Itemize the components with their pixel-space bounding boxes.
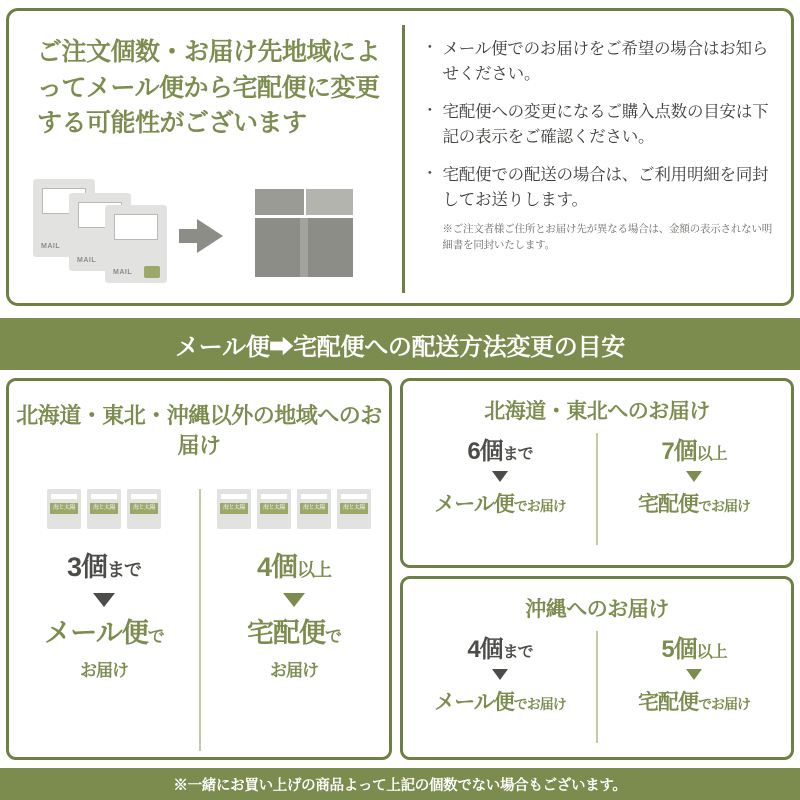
delivery-method-particle: でお届け [513, 498, 566, 514]
panel-title: 北海道・東北・沖縄以外の地域へのお届け [16, 403, 382, 458]
fine-print-note: ※ご注文者様ご住所とお届け先が異なる場合は、金額の表示されない明細書を同封いたします。 [442, 223, 773, 252]
mail-pouch-icon [257, 489, 291, 529]
quantity-value: 3個 [66, 552, 108, 582]
footer-note-bar [0, 768, 800, 800]
pouch-brand-text: MAIL [113, 269, 133, 276]
quantity-suffix: 以上 [696, 644, 727, 661]
quantity-threshold [597, 431, 791, 466]
bullet-dot-icon: ・ [422, 165, 438, 183]
delivery-method-result [597, 686, 791, 716]
top-notice-left [9, 11, 400, 303]
delivery-method-particle: で [325, 627, 341, 646]
list-item [422, 37, 775, 87]
quantity-value: 4個 [467, 636, 503, 663]
delivery-method-name: 宅配便 [638, 691, 698, 714]
list-item [422, 163, 775, 213]
quantity-value: 4個 [256, 552, 298, 582]
top-notice-right [400, 11, 791, 303]
quantity-suffix: 以上 [696, 446, 727, 463]
down-arrow-icon [686, 669, 702, 680]
panel-title: 北海道・東北へのお届け [484, 400, 710, 423]
pouch-brand-text: 海と太陽 [340, 503, 368, 514]
pouch-label-area [131, 494, 157, 499]
right-arrow-icon [197, 219, 223, 253]
pouch-label-area [51, 494, 77, 499]
panel-columns [403, 431, 791, 551]
delivery-method-particle: でお届け [698, 696, 750, 712]
delivery-method-name: メール便 [434, 691, 514, 714]
quantity-threshold [597, 629, 791, 664]
pouch-stamp-icon [144, 266, 160, 278]
bullet-dot-icon: ・ [422, 102, 438, 120]
banner-title: メール便➡宅配便への配送方法変更の目安 [175, 333, 625, 361]
mail-pouch-icon [47, 489, 81, 529]
column-mail-delivery [403, 431, 597, 551]
footer-note-text: ※一緒にお買い上げの商品よって上記の個数でない場合もございます。 [173, 777, 627, 794]
pouch-label-area [91, 494, 117, 499]
pouch-brand-text: 海と太陽 [220, 503, 248, 514]
down-arrow-icon [492, 669, 508, 680]
column-divider [596, 631, 598, 743]
pouch-label-area [261, 494, 287, 499]
pouch-group [199, 489, 389, 529]
delivery-method-result [403, 488, 597, 518]
pouch-brand-text: MAIL [77, 257, 97, 264]
region-panel-other-areas [6, 378, 392, 760]
region-panel-hokkaido-tohoku [400, 378, 794, 568]
delivery-method-result [597, 488, 791, 518]
bullet-text: 宅配便への変更になるご購入点数の目安は下記の表示をご確認ください。 [442, 103, 769, 147]
delivery-method-particle: で [147, 627, 164, 646]
quantity-suffix: まで [502, 644, 533, 661]
mail-to-parcel-illustration [27, 171, 387, 291]
top-headline: ご注文個数・お届け先地域によってメール便から宅配便に変更する可能性がございます [37, 38, 381, 137]
down-arrow-icon [492, 471, 508, 482]
column-parcel-delivery [597, 629, 791, 749]
quantity-threshold [9, 545, 199, 584]
pouch-brand-text: 海と太陽 [300, 503, 328, 514]
pouch-label-area [221, 494, 247, 499]
delivery-method-name: 宅配便 [247, 618, 325, 648]
quantity-value: 7個 [661, 438, 697, 465]
delivery-method-result [199, 617, 389, 685]
panel-columns [403, 629, 791, 749]
vertical-divider [402, 25, 405, 293]
pouch-brand-text: 海と太陽 [260, 503, 288, 514]
column-mail-delivery [403, 629, 597, 749]
delivery-method-particle: でお届け [513, 696, 566, 712]
delivery-method-line2: お届け [270, 660, 318, 680]
quantity-threshold [199, 545, 389, 584]
quantity-threshold [403, 431, 597, 466]
mail-pouch-icon [105, 205, 167, 283]
bullet-text: メール便でのお届けをご希望の場合はお知らせください。 [442, 40, 769, 84]
pouch-label-area [341, 494, 367, 499]
mail-pouch-icon [87, 489, 121, 529]
delivery-method-name: メール便 [434, 493, 514, 516]
quantity-suffix: 以上 [297, 560, 332, 580]
box-flap-right [306, 189, 353, 215]
pouch-brand-text: 海と太陽 [50, 503, 78, 514]
column-parcel-delivery [199, 481, 389, 757]
pouch-group [9, 489, 199, 529]
down-arrow-icon [686, 471, 702, 482]
pouch-brand-text: MAIL [41, 243, 61, 250]
list-item [422, 100, 775, 150]
pouch-label-area [301, 494, 327, 499]
quantity-threshold [403, 629, 597, 664]
section-banner [0, 318, 800, 370]
pouch-brand-text: 海と太陽 [90, 503, 118, 514]
mail-pouch-icon [337, 489, 371, 529]
column-mail-delivery [9, 481, 199, 757]
delivery-method-line2: お届け [80, 660, 128, 680]
mail-pouch-icon [127, 489, 161, 529]
pouch-brand-text: 海と太陽 [130, 503, 158, 514]
mail-pouch-icon [297, 489, 331, 529]
quantity-value: 6個 [467, 438, 503, 465]
down-arrow-icon [93, 593, 115, 607]
pouch-label-area [114, 214, 158, 240]
box-flap-left [255, 189, 304, 215]
quantity-suffix: まで [502, 446, 533, 463]
mail-pouch-icon [217, 489, 251, 529]
delivery-method-result [9, 617, 199, 685]
column-divider [596, 433, 598, 545]
box-seam [300, 218, 308, 277]
quantity-suffix: まで [107, 560, 142, 580]
panel-title: 沖縄へのお届け [525, 598, 669, 621]
down-arrow-icon [283, 593, 305, 607]
panel-columns [9, 481, 389, 757]
parcel-box-icon [255, 189, 353, 277]
delivery-method-name: メール便 [44, 618, 148, 648]
delivery-method-result [403, 686, 597, 716]
bullet-text: 宅配便での配送の場合は、ご利用明細を同封してお送りします。 [442, 166, 769, 210]
delivery-method-particle: でお届け [698, 498, 750, 514]
delivery-method-name: 宅配便 [638, 493, 698, 516]
bullet-dot-icon: ・ [422, 39, 438, 56]
column-parcel-delivery [597, 431, 791, 551]
region-panel-okinawa [400, 576, 794, 760]
quantity-value: 5個 [661, 636, 697, 663]
top-notice-panel [6, 8, 794, 306]
